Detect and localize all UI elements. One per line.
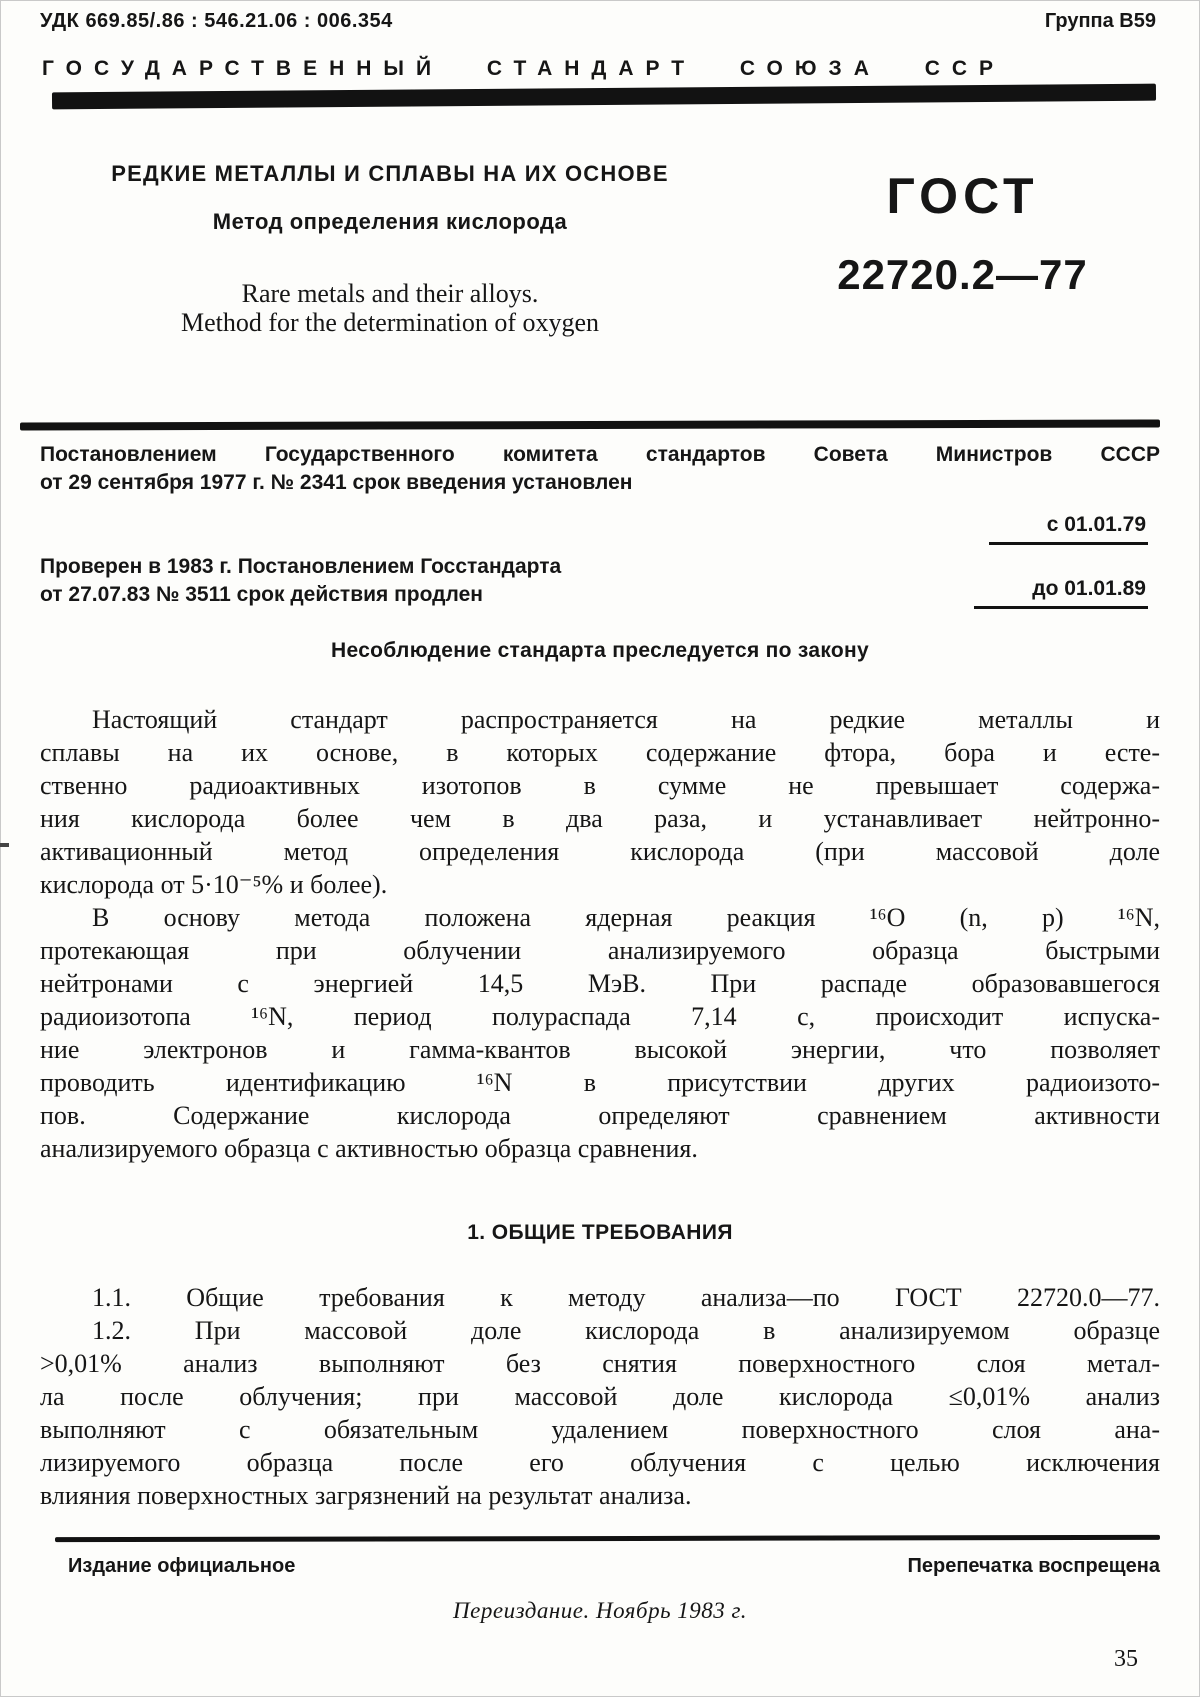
title-section — [40, 161, 1160, 337]
gost-label: ГОСТ — [886, 168, 1039, 224]
title-english-line1: Rare metals and their alloys. — [241, 279, 539, 308]
title-english-line2: Method for the determination of oxygen — [180, 308, 600, 337]
official-edition-label: Издание официальное — [68, 1555, 296, 1577]
paragraph-line: 1.1. Общие требования к методу анализа—по ГОСТ 22720.0—77. — [92, 1283, 1160, 1312]
clause-1-2 — [40, 1314, 1160, 1512]
title-russian-subtitle: Метод определения кислорода — [212, 209, 568, 234]
title-russian-main: РЕДКИЕ МЕТАЛЛЫ И СПЛАВЫ НА ИХ ОСНОВЕ — [111, 161, 669, 186]
page-number: 35 — [1114, 1646, 1138, 1672]
horizontal-rule-bottom — [55, 1535, 1160, 1542]
section-1-items — [40, 1281, 1160, 1512]
paragraph-line: ственно радиоактивных изотопов в сумме не превышает содержа- — [40, 771, 1160, 800]
reissue-note: Переиздание. Ноябрь 1983 г. — [453, 1598, 747, 1623]
body-paragraph-2 — [40, 901, 1160, 1165]
paragraph-line: выполняют с обязательным удалением поверхностного слоя ана- — [40, 1415, 1160, 1444]
paragraph-line: влияния поверхностных загрязнений на результат анализа. — [40, 1481, 692, 1510]
paragraph-line: анализируемого образца с активностью образца сравнения. — [40, 1134, 698, 1163]
effective-date-row — [40, 513, 1160, 545]
paragraph-line: пов. Содержание кислорода определяют сравнением активности — [40, 1101, 1160, 1130]
horizontal-rule-top — [20, 420, 1160, 431]
body-paragraph-1 — [40, 703, 1160, 901]
decree-introduction — [40, 441, 1160, 497]
paragraph-line: нейтронами с энергией 14,5 МэВ. При распаде образовавшегося — [40, 969, 1160, 998]
decree-intro-line2: от 29 сентября 1977 г. № 2341 срок введения установлен — [40, 471, 633, 494]
paragraph-line: протекающая при облучении анализируемого образца быстрыми — [40, 936, 1160, 965]
title-left-column — [70, 161, 710, 337]
effective-date-start: с 01.01.79 — [989, 513, 1148, 545]
paragraph-line: В основу метода положена ядерная реакция ¹⁶O (n, p) ¹⁶N, — [92, 903, 1160, 932]
expiry-date-block — [974, 577, 1160, 609]
paragraph-line: лизируемого образца после его облучения с целью исключения — [40, 1448, 1160, 1477]
decree-intro-line1: Постановлением Государственного комитета стандартов Совета Министров СССР — [40, 443, 1160, 466]
title-english-block — [70, 279, 710, 337]
paragraph-line: 1.2. При массовой доле кислорода в анализируемом образце — [92, 1316, 1160, 1345]
gost-number: 22720.2—77 — [837, 251, 1088, 298]
section-1-heading: 1. ОБЩИЕ ТРЕБОВАНИЯ — [467, 1221, 733, 1244]
banner-black-bar — [52, 84, 1156, 110]
paragraph-line: ла после облучения; при массовой доле кислорода ≤0,01% анализ — [40, 1382, 1160, 1411]
paragraph-line: проводить идентификацию ¹⁶N в присутствии других радиоизото- — [40, 1068, 1160, 1097]
paragraph-line: активационный метод определения кислорода (при массовой доле — [40, 837, 1160, 866]
paragraph-line: Настоящий стандарт распространяется на редкие металлы и — [92, 705, 1160, 734]
reprint-prohibited-label: Перепечатка воспрещена — [907, 1555, 1160, 1577]
scan-artifact-speck — [0, 843, 9, 847]
header-row — [40, 10, 1160, 33]
revision-line1: Проверен в 1983 г. Постановлением Госстандарта — [40, 555, 562, 578]
effective-date-end: до 01.01.89 — [974, 577, 1148, 609]
group-code: Группа В59 — [1044, 10, 1156, 32]
udk-classification: УДК 669.85/.86 : 546.21.06 : 006.354 — [40, 10, 393, 32]
gost-designation-block — [710, 161, 1160, 337]
clause-1-1 — [40, 1281, 1160, 1314]
paragraph-line: ния кислорода более чем в два раза, и устанавливает нейтронно- — [40, 804, 1160, 833]
revision-row — [40, 553, 1160, 609]
state-standard-banner: ГОСУДАРСТВЕННЫЙ СТАНДАРТ СОЮЗА ССР — [42, 57, 1006, 80]
paragraph-line: >0,01% анализ выполняют без снятия поверхностного слоя метал- — [40, 1349, 1160, 1378]
revision-text-block — [40, 553, 561, 609]
paragraph-line: ние электронов и гамма-квантов высокой энергии, что позволяет — [40, 1035, 1160, 1064]
revision-line2: от 27.07.83 № 3511 срок действия продлен — [40, 583, 483, 606]
paragraph-line: сплавы на их основе, в которых содержание фтора, бора и есте- — [40, 738, 1160, 767]
paragraph-line: радиоизотопа ¹⁶N, период полураспада 7,14 с, происходит испуска- — [40, 1002, 1160, 1031]
paragraph-line: кислорода от 5·10⁻⁵% и более). — [40, 870, 388, 899]
footer-row — [40, 1555, 1160, 1578]
law-enforcement-notice: Несоблюдение стандарта преследуется по закону — [331, 639, 869, 662]
